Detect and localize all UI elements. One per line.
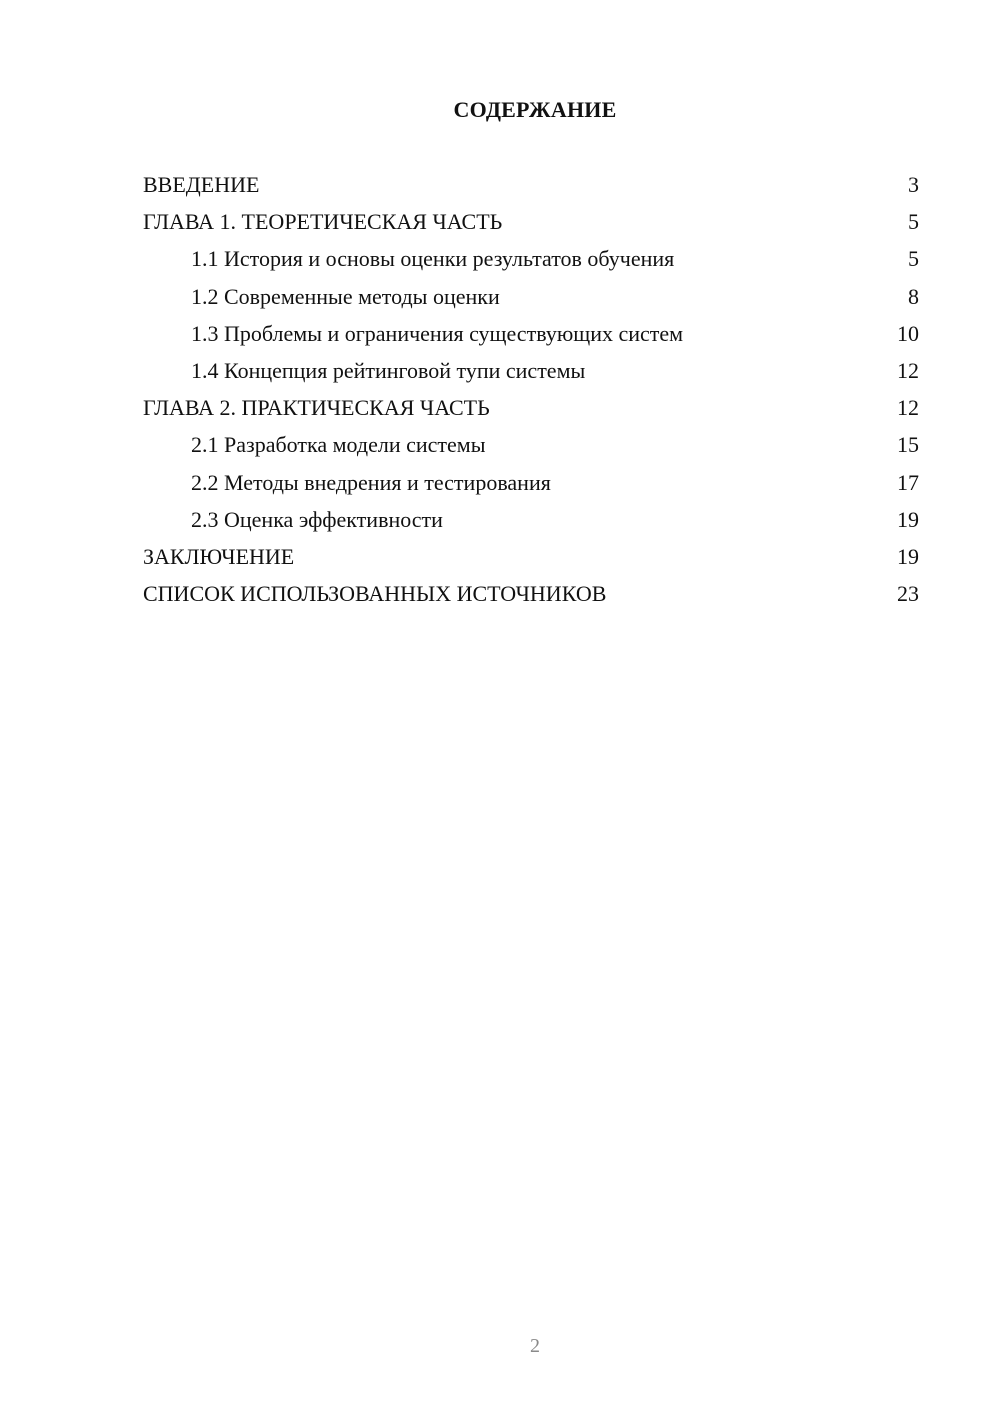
toc-entry — [143, 389, 919, 426]
toc-entry-page: 19 — [897, 506, 919, 532]
toc-entry-label: ВВЕДЕНИЕ — [143, 172, 260, 197]
toc-entry-page: 5 — [908, 246, 919, 272]
toc-entry-label: 1.2 Современные методы оценки — [191, 283, 500, 309]
toc-entry-label: 2.2 Методы внедрения и тестирования — [191, 469, 551, 495]
toc-entry-label: 2.3 Оценка эффективности — [191, 506, 443, 532]
toc-entry-label: 1.1 История и основы оценки результатов обучения — [191, 246, 675, 272]
toc-entry-page: 8 — [908, 283, 919, 309]
toc-subentry — [143, 426, 919, 463]
toc-entry-page: 5 — [908, 209, 919, 235]
table-of-contents — [143, 166, 919, 612]
page-number: 2 — [530, 1335, 540, 1357]
toc-entry-label: 1.4 Концепция рейтинговой тупи системы — [191, 357, 586, 383]
toc-entry-page: 15 — [897, 432, 919, 458]
toc-entry-label: СПИСОК ИСПОЛЬЗОВАННЫХ ИСТОЧНИКОВ — [143, 581, 607, 607]
toc-entry-page: 19 — [897, 543, 919, 569]
toc-title: СОДЕРЖАНИЕ — [453, 97, 617, 122]
toc-entry-page: 23 — [897, 581, 919, 607]
toc-entry-page: 12 — [897, 357, 919, 383]
toc-entry — [143, 166, 919, 203]
toc-entry — [143, 203, 919, 240]
toc-entry-page: 12 — [897, 395, 919, 421]
toc-subentry — [143, 464, 919, 501]
toc-entry — [143, 538, 919, 575]
toc-entry-label: ЗАКЛЮЧЕНИЕ — [143, 543, 295, 569]
toc-entry-page: 10 — [897, 320, 919, 346]
toc-subentry — [143, 315, 919, 352]
toc-subentry — [143, 352, 919, 389]
toc-subentry — [143, 240, 919, 277]
toc-subentry — [143, 278, 919, 315]
toc-entry-page: 3 — [908, 172, 919, 197]
toc-entry-label: 1.3 Проблемы и ограничения существующих систем — [191, 320, 684, 346]
toc-entry-label: ГЛАВА 2. ПРАКТИЧЕСКАЯ ЧАСТЬ — [143, 395, 490, 421]
toc-entry-label: 2.1 Разработка модели системы — [191, 432, 486, 458]
toc-entry-label: ГЛАВА 1. ТЕОРЕТИЧЕСКАЯ ЧАСТЬ — [143, 209, 503, 235]
toc-entry — [143, 575, 919, 612]
toc-subentry — [143, 501, 919, 538]
toc-entry-page: 17 — [897, 469, 919, 495]
